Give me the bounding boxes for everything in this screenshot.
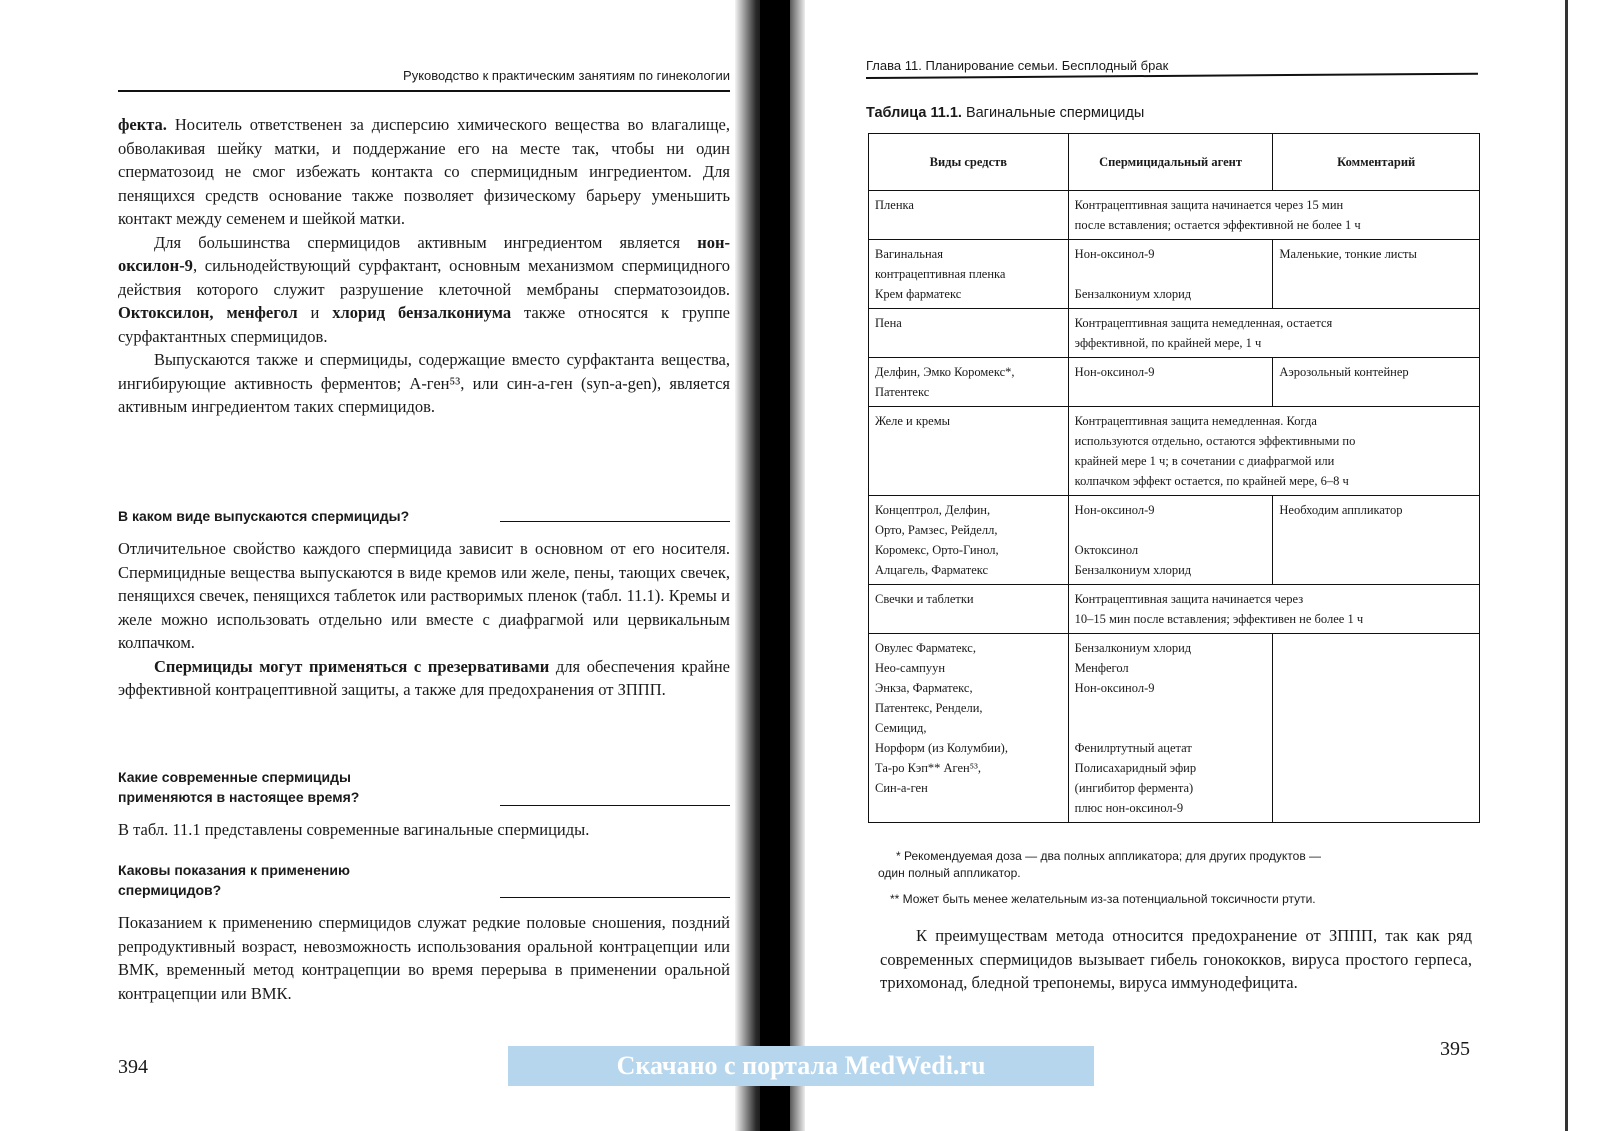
cell-line: Контрацептивная защита немедленная. Когда [1074, 414, 1317, 428]
cell-line: Орто, Рамзес, Рейделл, [875, 523, 998, 537]
heading-rule [500, 521, 730, 522]
running-header-left: Руководство к практическим занятиям по гинекологии [403, 68, 730, 83]
table-cell [1068, 191, 1479, 240]
table-cell [869, 496, 1069, 585]
cell-line: Крем фарматекс [875, 287, 962, 301]
table-row [869, 634, 1480, 823]
table-title [866, 105, 1144, 121]
table-cell: Нон-оксинол-9 [1068, 358, 1273, 407]
column-header: Комментарий [1273, 134, 1480, 191]
footnote-2: ** Может быть менее желательным из-за потенциальной токсичности ртути. [890, 892, 1316, 906]
cell-line: Бензалкониум хлорид [1074, 641, 1192, 655]
footnote-1 [878, 848, 1478, 882]
column-header: Виды средств [869, 134, 1069, 191]
cell-line: Менфегол [1074, 661, 1129, 675]
cell-line: Патентекс [875, 385, 930, 399]
table-number: Таблица 11.1. [866, 105, 962, 121]
page-edge [1565, 0, 1568, 1131]
table-row [869, 358, 1480, 407]
cell-line: Концептрол, Делфин, [875, 503, 991, 517]
footnote-line: * Рекомендуемая доза — два полных аппликатора; для других продуктов — [896, 849, 1322, 863]
table-cell: Маленькие, тонкие листы [1273, 240, 1480, 309]
cell-line: Вагинальная [875, 247, 943, 261]
table-cell [1068, 496, 1273, 585]
cell-line: плюс нон-оксинол-9 [1074, 801, 1184, 815]
left-body-top [118, 113, 730, 419]
cell-line: Делфин, Эмко Коромекс*, [875, 365, 1015, 379]
spermicides-table [868, 133, 1480, 823]
question-heading-2 [118, 767, 730, 807]
table-cell [1068, 585, 1479, 634]
cell-line: Октоксинол [1074, 543, 1139, 557]
cell-line: Бензалкониум хлорид [1074, 287, 1192, 301]
cell-line: (ингибитор фермента) [1074, 781, 1194, 795]
paragraph-text: Показанием к применению спермицидов служат редкие половые сношения, поздний репродуктивный возраст, невозможность использования оральной контрацепции или ВМК, временный метод контрацепции во время перерыва в применении оральной контрацепции или ВМК. [118, 913, 730, 1003]
question-line: Каковы показания к применению [118, 862, 350, 878]
cell-line: 10–15 мин после вставления; эффективен не более 1 ч [1074, 612, 1364, 626]
bold-term: нон-оксилон-9 [118, 232, 730, 275]
table-cell [869, 358, 1069, 407]
question-line: применяются в настоящее время? [118, 789, 360, 805]
paragraph-2 [118, 231, 730, 349]
question-heading-1 [118, 506, 730, 526]
heading-rule [500, 805, 730, 806]
page-number-right: 395 [1440, 1038, 1470, 1060]
cell-line: Норформ (из Колумбии), [875, 741, 1008, 755]
table-cell: Свечки и таблетки [869, 585, 1069, 634]
bold-term: Октоксилон, менфегол [118, 303, 298, 322]
bold-term: Спермициды могут применяться с презервативами [154, 656, 550, 676]
question-line: спермицидов? [118, 882, 222, 898]
cell-line: Овулес Фарматекс, [875, 641, 976, 655]
table-row [869, 309, 1480, 358]
cell-line: колпачком эффект остается, по крайней мере, 6–8 ч [1074, 474, 1349, 488]
cell-line: Та-ро Кэп** Аген⁵³, [875, 761, 981, 775]
table-caption: Вагинальные спермициды [961, 105, 1145, 121]
paragraph-4 [118, 537, 730, 702]
cell-line: крайней мере 1 ч; в сочетании с диафрагмой или [1074, 454, 1335, 468]
cell-line: после вставления; остается эффективной не более 1 ч [1074, 218, 1361, 232]
paragraph-5 [118, 655, 730, 702]
cell-line: Контрацептивная защита начинается через 15 мин [1074, 198, 1344, 212]
cell-line: Контрацептивная защита начинается через [1074, 592, 1304, 606]
table-cell: Желе и кремы [869, 407, 1069, 496]
paragraph-text: Носитель ответственен за дисперсию химического вещества во влагалище, обволакивая шейку матки, и поддержание его на месте так, чтобы ни один сперматозоид не смог избежать контакта со спермицидным ингредиентом. Для пенящихся средств основание также позволяет физическому барьеру уменьшить контакт между семенем и шейкой матки. [118, 115, 730, 228]
paragraph-text: для обеспечения крайне эффективной контрацептивной защиты, а также для предохранения от ЗППП. [118, 656, 730, 699]
bold-term: фекта. [118, 115, 167, 134]
paragraph-6 [118, 818, 730, 842]
table-row [869, 407, 1480, 496]
question-line: Какие современные спермициды [118, 769, 351, 785]
left-page [0, 0, 760, 1131]
table-header-row [869, 134, 1480, 191]
paragraph-3: Выпускаются также и спермициды, содержащие вместо сурфактанта вещества, ингибирующие активность ферментов; А-ген⁵³, или син-а-ген (syn-a-gen), является активным ингредиентом таких спермицидов. [118, 350, 730, 416]
table-row [869, 585, 1480, 634]
question-heading-3 [118, 860, 730, 900]
table-cell: Аэрозольный контейнер [1273, 358, 1480, 407]
bold-term: хлорид бензалкониума [332, 303, 512, 322]
cell-line: Нон-оксинол-9 [1074, 247, 1155, 261]
cell-line: Семицид, [875, 721, 927, 735]
question-text: В каком виде выпускаются спермициды? [118, 508, 410, 524]
cell-line: Фенилртутный ацетат [1074, 741, 1192, 755]
cell-line: Контрацептивная защита немедленная, остается [1074, 316, 1333, 330]
table-cell [1068, 407, 1479, 496]
table-row [869, 496, 1480, 585]
table-cell [1068, 240, 1273, 309]
right-paragraph: К преимуществам метода относится предохранение от ЗППП, так как ряд современных спермицидов вызывает гибель гонококков, вируса простого герпеса, трихомонад, бледной трепонемы, вируса иммунодефицита. [880, 926, 1472, 992]
running-header-right: Глава 11. Планирование семьи. Бесплодный брак [866, 58, 1169, 73]
cell-line: Син-а-ген [875, 781, 928, 795]
cell-line: Нон-оксинол-9 [1074, 503, 1155, 517]
table-cell [869, 240, 1069, 309]
table-cell: Пленка [869, 191, 1069, 240]
watermark-banner: Скачано с портала MedWedi.ru [508, 1046, 1094, 1086]
header-rule-left [118, 90, 730, 92]
table-cell [1068, 634, 1273, 823]
paragraph-text: Для большинства спермицидов активным ингредиентом является [154, 232, 698, 252]
table-cell: Необходим аппликатор [1273, 496, 1480, 585]
cell-line: эффективной, по крайней мере, 1 ч [1074, 336, 1262, 350]
paragraph-text: В табл. 11.1 представлены современные вагинальные спермициды. [118, 820, 590, 839]
column-header: Спермицидальный агент [1068, 134, 1273, 191]
table-cell: Пена [869, 309, 1069, 358]
table-cell [1273, 634, 1480, 823]
cell-line: Нео-сампуун [875, 661, 946, 675]
cell-line: используются отдельно, остаются эффективными по [1074, 434, 1356, 448]
cell-line: контрацептивная пленка [875, 267, 1006, 281]
paragraph-7 [118, 911, 730, 1005]
heading-rule [500, 897, 730, 898]
book-gutter-shadow [760, 0, 790, 1131]
page-number-left: 394 [118, 1056, 148, 1078]
cell-line: Коромекс, Орто-Гинол, [875, 543, 999, 557]
cell-line: Нон-оксинол-9 [1074, 681, 1155, 695]
paragraph-text: , сильнодействующий сурфактант, основным механизмом спермицидного действия которого служит разрушение клеточной мембраны сперматозоидов. [118, 256, 730, 299]
paragraph-text: также относятся к группе сурфактантных спермицидов. [118, 303, 730, 346]
footnote-line: один полный аппликатор. [878, 866, 1021, 880]
table-row [869, 240, 1480, 309]
cell-line: Алцагель, Фарматекс [875, 563, 989, 577]
paragraph-1 [118, 113, 730, 231]
paragraph-text: Отличительное свойство каждого спермицида зависит в основном от его носителя. Спермицидные вещества выпускаются в виде кремов или желе, пены, тающих свечек, пенящихся свечек, пенящихся таблеток или растворимых пленок (табл. 11.1). Кремы и желе можно использовать отдельно или вместе с диафрагмой или цервикальным колпачком. [118, 539, 730, 652]
table-row [869, 191, 1480, 240]
paragraph-text: и [297, 303, 333, 322]
table-cell [869, 634, 1069, 823]
cell-line: Бензалкониум хлорид [1074, 563, 1192, 577]
cell-line: Патентекс, Рендели, [875, 701, 983, 715]
cell-line: Энкза, Фарматекс, [875, 681, 973, 695]
cell-line: Полисахаридный эфир [1074, 761, 1197, 775]
table-cell [1068, 309, 1479, 358]
